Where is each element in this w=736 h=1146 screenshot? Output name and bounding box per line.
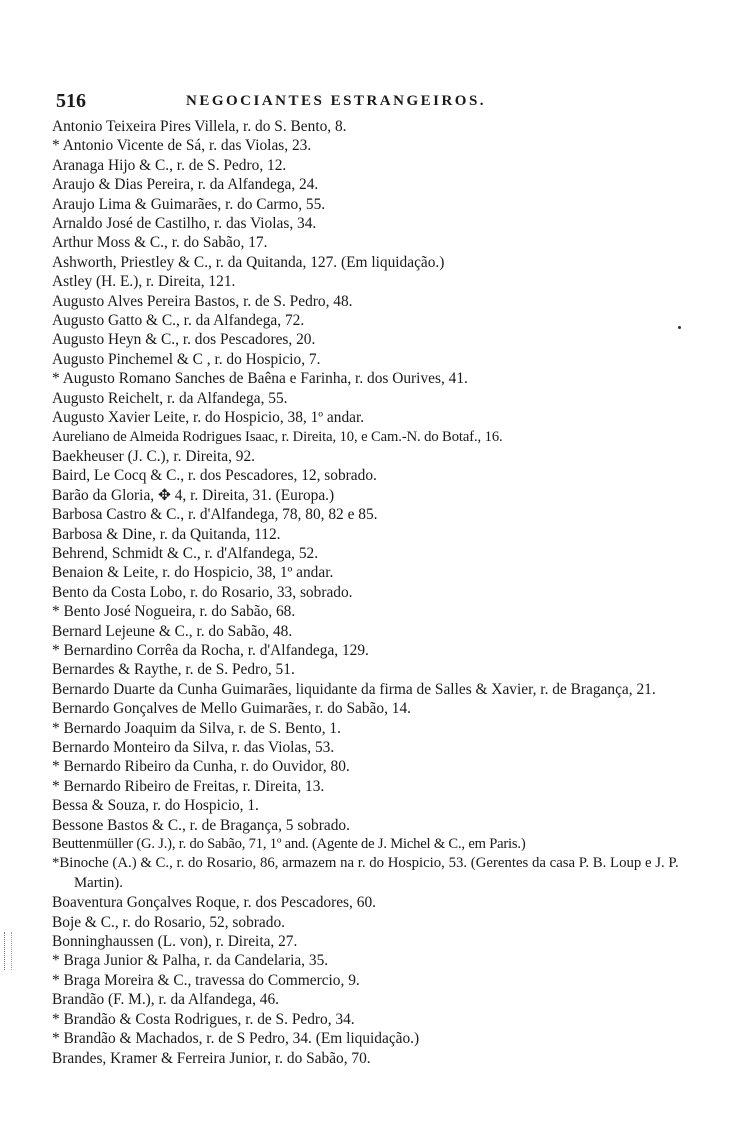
merchant-list xyxy=(52,117,692,1068)
page-number: 516 xyxy=(56,90,86,112)
list-item: Arnaldo José de Castilho, r. das Violas, 34. xyxy=(52,215,317,233)
list-item: * Bernardino Corrêa da Rocha, r. d'Alfandega, 129. xyxy=(52,641,369,659)
list-item: Beuttenmüller (G. J.), r. do Sabão, 71, 1º and. (Agente de J. Michel & C., em Paris.) xyxy=(52,836,526,853)
list-item: * Brandão & Costa Rodrigues, r. de S. Pedro, 34. xyxy=(52,1010,355,1028)
list-item: Astley (H. E.), r. Direita, 121. xyxy=(52,273,236,291)
list-item: Boje & C., r. do Rosario, 52, sobrado. xyxy=(52,913,285,931)
list-item: Barbosa Castro & C., r. d'Alfandega, 78, 80, 82 e 85. xyxy=(52,506,378,524)
list-item: Aranaga Hijo & C., r. de S. Pedro, 12. xyxy=(52,156,287,174)
list-item: * Augusto Romano Sanches de Baêna e Farinha, r. dos Ourives, 41. xyxy=(52,370,468,388)
list-item: Antonio Teixeira Pires Villela, r. do S. Bento, 8. xyxy=(52,118,347,135)
list-item: Arthur Moss & C., r. do Sabão, 17. xyxy=(52,234,268,252)
list-item: Ashworth, Priestley & C., r. da Quitanda, 127. (Em liquidação.) xyxy=(52,253,445,271)
list-item: Barbosa & Dine, r. da Quitanda, 112. xyxy=(52,525,281,543)
list-item: Bessa & Souza, r. do Hospicio, 1. xyxy=(52,797,259,815)
list-item: Bernardo Gonçalves de Mello Guimarães, r. do Sabão, 14. xyxy=(52,700,412,718)
list-item: Augusto Xavier Leite, r. do Hospicio, 38, 1º andar. xyxy=(52,409,365,427)
list-item: Brandes, Kramer & Ferreira Junior, r. do Sabão, 70. xyxy=(52,1049,371,1067)
list-item: Baird, Le Cocq & C., r. dos Pescadores, 12, sobrado. xyxy=(52,467,377,485)
list-item: Bessone Bastos & C., r. de Bragança, 5 sobrado. xyxy=(52,816,350,834)
list-item: Bernardo Duarte da Cunha Guimarães, liquidante da firma de Salles & Xavier, r. de Bragança, 21. xyxy=(52,680,656,698)
list-item: Augusto Gatto & C., r. da Alfandega, 72. xyxy=(52,312,305,330)
margin-mark xyxy=(4,932,12,970)
list-item: Bento da Costa Lobo, r. do Rosario, 33, sobrado. xyxy=(52,583,353,601)
list-item: Brandão (F. M.), r. da Alfandega, 46. xyxy=(52,991,280,1009)
list-item: Barão da Gloria, ✥ 4, r. Direita, 31. (Europa.) xyxy=(52,486,335,504)
list-item: Bernard Lejeune & C., r. do Sabão, 48. xyxy=(52,622,293,640)
list-item: * Bernardo Joaquim da Silva, r. de S. Bento, 1. xyxy=(52,719,341,737)
list-item: Augusto Reichelt, r. da Alfandega, 55. xyxy=(52,389,288,407)
list-item: Araujo & Dias Pereira, r. da Alfandega, 24. xyxy=(52,176,319,194)
list-item: * Brandão & Machados, r. de S Pedro, 34. (Em liquidação.) xyxy=(52,1030,420,1048)
list-item: * Antonio Vicente de Sá, r. das Violas, 23. xyxy=(52,137,312,155)
list-item: Bernardes & Raythe, r. de S. Pedro, 51. xyxy=(52,661,295,679)
page-title: NEGOCIANTES ESTRANGEIROS. xyxy=(186,93,487,109)
list-item: Baekheuser (J. C.), r. Direita, 92. xyxy=(52,447,256,465)
list-item: * Bernardo Ribeiro de Freitas, r. Direita, 13. xyxy=(52,777,325,795)
list-item: Araujo Lima & Guimarães, r. do Carmo, 55. xyxy=(52,195,326,213)
list-item: *Binoche (A.) & C., r. do Rosario, 86, armazem na r. do Hospicio, 53. (Gerentes da casa P. B. Loup e J. P. Martin). xyxy=(52,855,679,891)
list-item: Bernardo Monteiro da Silva, r. das Violas, 53. xyxy=(52,739,335,756)
list-item: Aureliano de Almeida Rodrigues Isaac, r. Direita, 10, e Cam.-N. do Botaf., 16. xyxy=(52,428,503,445)
print-speck xyxy=(678,326,681,329)
list-item: * Bernardo Ribeiro da Cunha, r. do Ouvidor, 80. xyxy=(52,758,350,776)
list-item: * Braga Moreira & C., travessa do Commercio, 9. xyxy=(52,971,360,989)
list-item: Bonninghaussen (L. von), r. Direita, 27. xyxy=(52,933,298,951)
page-header xyxy=(56,90,676,114)
list-item: * Braga Junior & Palha, r. da Candelaria, 35. xyxy=(52,952,329,970)
list-item: * Bento José Nogueira, r. do Sabão, 68. xyxy=(52,603,296,621)
list-item: Augusto Alves Pereira Bastos, r. de S. Pedro, 48. xyxy=(52,292,353,310)
list-item: Boaventura Gonçalves Roque, r. dos Pescadores, 60. xyxy=(52,894,376,912)
list-item: Benaion & Leite, r. do Hospicio, 38, 1º andar. xyxy=(52,564,334,582)
list-item: Behrend, Schmidt & C., r. d'Alfandega, 52. xyxy=(52,544,319,562)
list-item: Augusto Pinchemel & C , r. do Hospicio, 7. xyxy=(52,350,321,368)
list-item: Augusto Heyn & C., r. dos Pescadores, 20. xyxy=(52,331,316,349)
